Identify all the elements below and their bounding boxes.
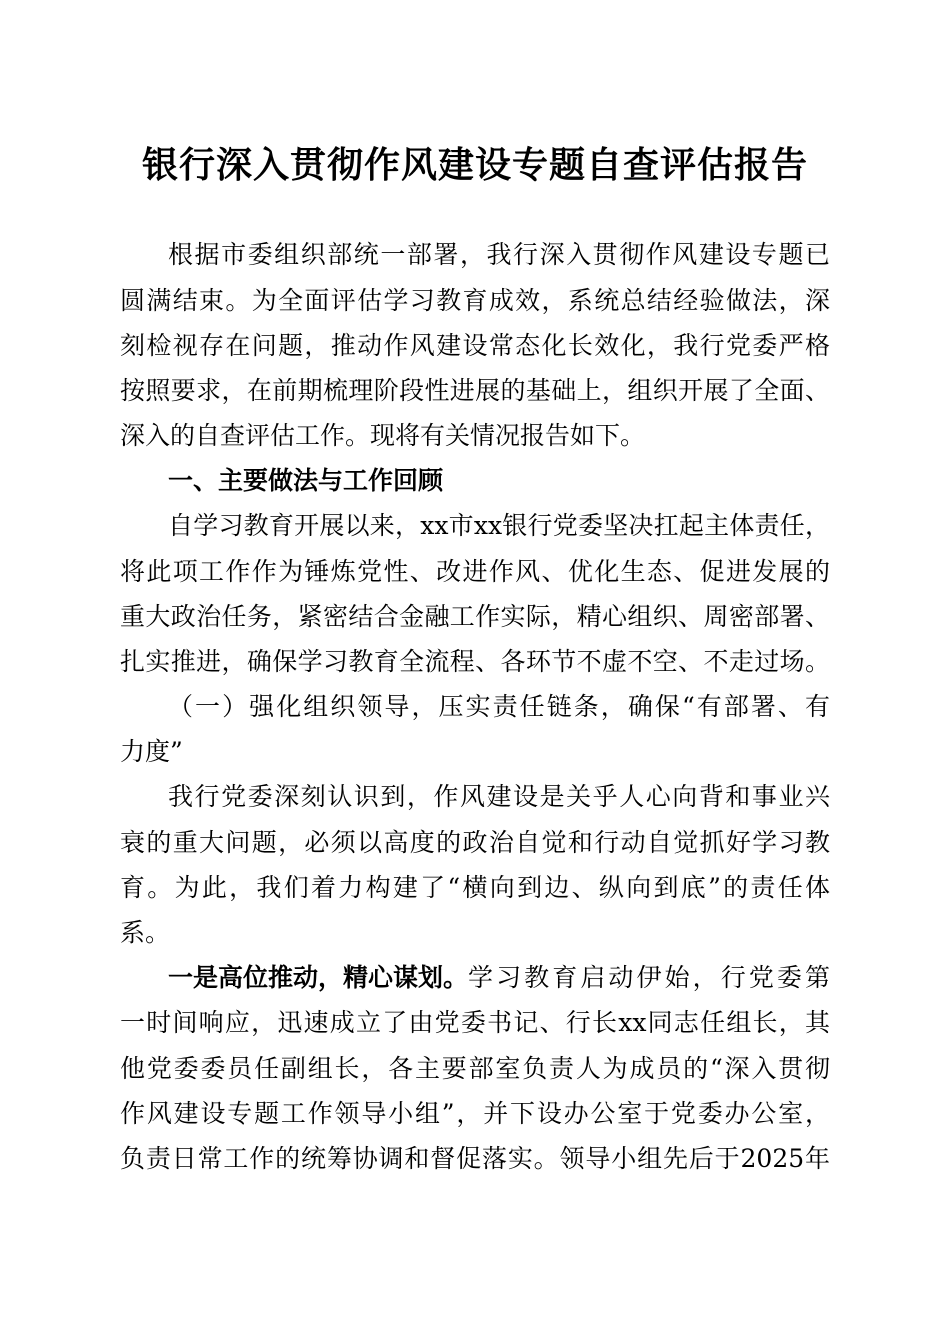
subsection-body-line: 系。 (120, 918, 171, 947)
section-heading: 一、主要做法与工作回顾 (168, 466, 444, 495)
intro-line: 按照要求，在前期梳理阶段性进展的基础上，组织开展了全面、 (120, 376, 830, 405)
point-line: 一时间响应，迅速成立了由党委书记、行长xx同志任组长，其 (120, 1008, 830, 1037)
point-line: 他党委委员任副组长，各主要部室负责人为成员的“深入贯彻 (120, 1054, 830, 1083)
section-body-line: 扎实推进，确保学习教育全流程、各环节不虚不空、不走过场。 (120, 647, 830, 676)
intro-line: 刻检视存在问题，推动作风建设常态化长效化，我行党委严格 (120, 331, 830, 360)
point-lead: 一是高位推动，精心谋划。 (168, 963, 469, 992)
document-title: 银行深入贯彻作风建设专题自查评估报告 (141, 144, 808, 186)
subsection-body-line: 我行党委深刻认识到，作风建设是关乎人心向背和事业兴 (168, 782, 830, 811)
intro-line: 根据市委组织部统一部署，我行深入贯彻作风建设专题已 (168, 240, 830, 269)
intro-line: 深入的自查评估工作。现将有关情况报告如下。 (120, 421, 646, 450)
section-body-line: 自学习教育开展以来，xx市xx银行党委坚决扛起主体责任， (168, 511, 830, 540)
subsection-body-line: 育。为此，我们着力构建了“横向到边、纵向到底”的责任体 (120, 873, 830, 902)
point-line: 负责日常工作的统筹协调和督促落实。领导小组先后于2025年 (120, 1144, 830, 1173)
subsection-heading-line: 力度” (120, 737, 183, 766)
subsection-body-line: 衰的重大问题，必须以高度的政治自觉和行动自觉抓好学习教 (120, 828, 830, 857)
intro-line: 圆满结束。为全面评估学习教育成效，系统总结经验做法，深 (120, 286, 830, 315)
point-line: 学习教育启动伊始，行党委第 (468, 963, 830, 992)
section-body-line: 将此项工作作为锤炼党性、改进作风、优化生态、促进发展的 (120, 557, 830, 586)
subsection-heading-line: （一）强化组织领导，压实责任链条，确保“有部署、有 (168, 692, 830, 721)
point-line: 作风建设专题工作领导小组”，并下设办公室于党委办公室， (120, 1099, 830, 1128)
section-body-line: 重大政治任务，紧密结合金融工作实际，精心组织、周密部署、 (120, 602, 830, 631)
point-first-line (168, 961, 830, 995)
